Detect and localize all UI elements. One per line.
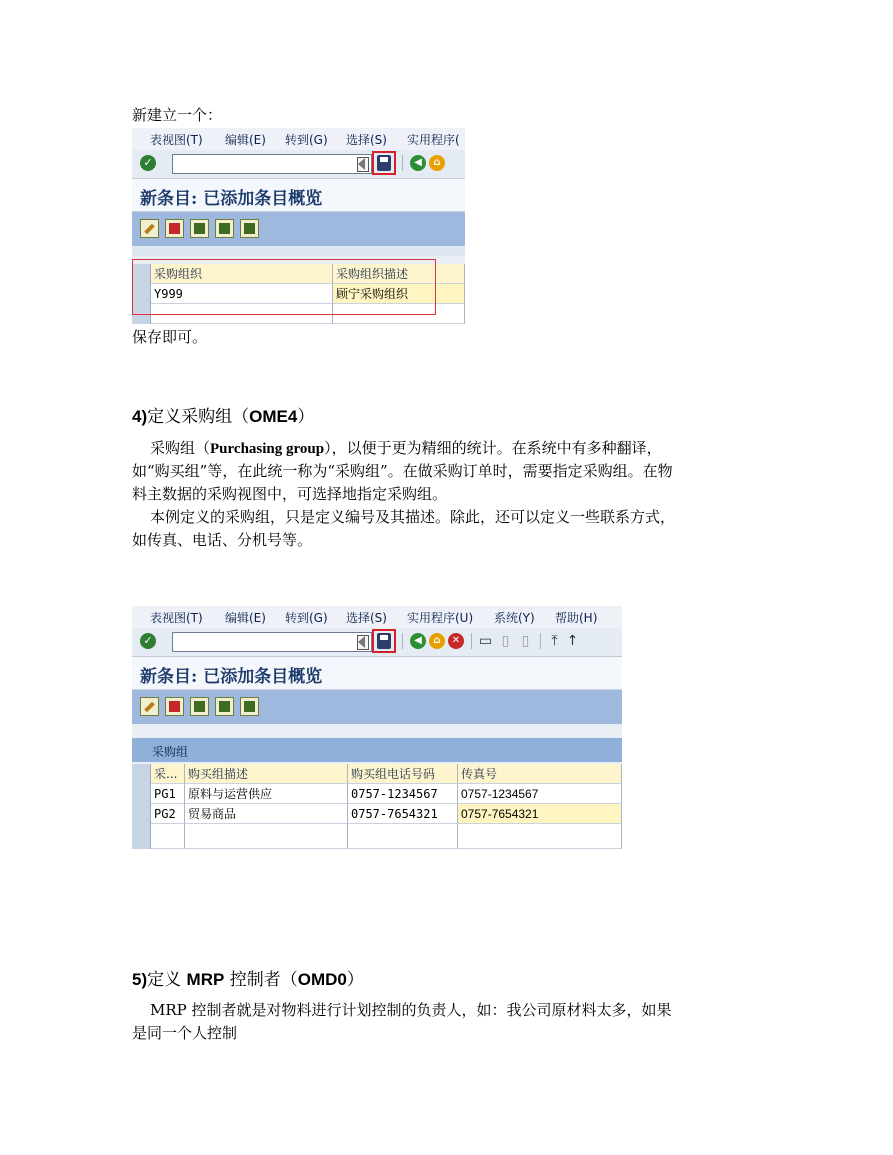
sec4-para1-line3: 料主数据的采购视图中，可选择地指定采购组。 bbox=[132, 485, 448, 503]
purch-group-code-cell[interactable]: PG2 bbox=[151, 804, 185, 824]
print-icon[interactable]: ▭ bbox=[478, 633, 493, 649]
sec5-para1-line1: MRP 控制者就是对物料进行计划控制的负责人，如：我公司原材料太多，如果 bbox=[150, 1001, 672, 1019]
section-5-mrp: MRP bbox=[186, 970, 225, 989]
section-4-code: OME4 bbox=[249, 407, 298, 426]
section-5-title: 定义 bbox=[147, 970, 187, 990]
toolbar-separator bbox=[402, 155, 403, 171]
enter-check-icon[interactable]: ✓ bbox=[140, 155, 156, 171]
menu-selection[interactable]: 选择(S) bbox=[346, 611, 387, 625]
column-header-fax[interactable]: 传真号 bbox=[458, 764, 622, 784]
purch-org-code-cell[interactable]: Y999 bbox=[151, 284, 333, 304]
purch-group-desc-cell[interactable]: 原料与运营供应 bbox=[185, 784, 348, 804]
column-header-phone[interactable]: 购买组电话号码 bbox=[348, 764, 458, 784]
first-page-icon[interactable]: ⤒ bbox=[551, 633, 558, 649]
menu-utilities[interactable]: 实用程序( bbox=[407, 133, 460, 147]
find-next-icon[interactable]: ▯ bbox=[521, 633, 530, 649]
text-span: ），以便于更为精细的统计。在系统中有多种翻译， bbox=[324, 439, 662, 457]
table-group-bar bbox=[132, 738, 622, 762]
scroll-left-icon[interactable] bbox=[358, 158, 365, 170]
command-field[interactable] bbox=[172, 632, 372, 652]
menu-table-view[interactable]: 表视图(T) bbox=[150, 611, 203, 625]
sec4-para2-line1: 本例定义的采购组，只是定义编号及其描述。除此，还可以定义一些联系方式， bbox=[150, 508, 676, 526]
save-note-text: 保存即可。 bbox=[132, 328, 208, 346]
save-highlight-frame bbox=[372, 629, 396, 653]
deselect-all-icon[interactable] bbox=[240, 697, 259, 716]
edit-pen-icon[interactable] bbox=[140, 219, 159, 238]
purchasing-group-term: Purchasing group bbox=[210, 441, 325, 457]
table-group-label: 采购组 bbox=[152, 745, 189, 759]
section-4-close: ） bbox=[297, 407, 315, 427]
command-field[interactable] bbox=[172, 154, 372, 174]
purch-group-phone-cell[interactable]: 0757-1234567 bbox=[348, 784, 458, 804]
purch-group-phone-cell[interactable]: 0757-7654321 bbox=[348, 804, 458, 824]
exit-icon[interactable]: ⌂ bbox=[429, 155, 445, 171]
toolbar-separator bbox=[540, 633, 541, 649]
select-all-icon[interactable] bbox=[190, 219, 209, 238]
purch-group-desc-cell[interactable]: 贸易商品 bbox=[185, 804, 348, 824]
section-5-heading bbox=[132, 968, 364, 992]
empty-cell[interactable] bbox=[151, 824, 185, 849]
save-icon[interactable] bbox=[377, 633, 391, 649]
column-header-purch-org[interactable]: 采购组织 bbox=[151, 264, 333, 284]
section-5-number: 5) bbox=[132, 970, 148, 989]
purch-group-fax-cell[interactable]: 0757-7654321 bbox=[458, 804, 622, 824]
section-5-code: OMD0 bbox=[297, 970, 347, 989]
back-icon[interactable]: ◀ bbox=[410, 633, 426, 649]
row-selector-column[interactable] bbox=[132, 764, 151, 849]
exit-icon[interactable]: ⌂ bbox=[429, 633, 445, 649]
screen-title: 新条目: 已添加条目概览 bbox=[140, 667, 323, 687]
delete-entry-icon[interactable] bbox=[165, 697, 184, 716]
menu-goto[interactable]: 转到(G) bbox=[285, 133, 328, 147]
save-highlight-frame bbox=[372, 151, 396, 175]
table-area bbox=[132, 724, 622, 849]
scroll-left-icon[interactable] bbox=[358, 636, 365, 648]
empty-cell[interactable] bbox=[458, 824, 622, 849]
purch-group-fax-cell[interactable]: 0757-1234567 bbox=[458, 784, 622, 804]
menu-edit[interactable]: 编辑(E) bbox=[225, 611, 266, 625]
screen-title: 新条目: 已添加条目概览 bbox=[140, 189, 323, 209]
application-toolbar bbox=[132, 690, 622, 724]
purch-group-code-cell[interactable]: PG1 bbox=[151, 784, 185, 804]
delete-entry-icon[interactable] bbox=[165, 219, 184, 238]
screen-title-bar bbox=[132, 179, 465, 212]
column-header-purch-group[interactable]: 采... bbox=[151, 764, 185, 784]
section-4-number: 4) bbox=[132, 407, 148, 426]
back-icon[interactable]: ◀ bbox=[410, 155, 426, 171]
screen-title-bar bbox=[132, 657, 622, 690]
toolbar-separator bbox=[471, 633, 472, 649]
menu-edit[interactable]: 编辑(E) bbox=[225, 133, 266, 147]
select-all-icon[interactable] bbox=[190, 697, 209, 716]
edit-pen-icon[interactable] bbox=[140, 697, 159, 716]
purch-org-desc-cell[interactable]: 顾宁采购组织 bbox=[333, 284, 465, 304]
save-icon[interactable] bbox=[377, 155, 391, 171]
menu-bar bbox=[132, 606, 622, 629]
previous-page-icon[interactable]: ↑ bbox=[566, 633, 579, 649]
deselect-all-icon[interactable] bbox=[240, 219, 259, 238]
menu-bar bbox=[132, 128, 465, 151]
table-highlight-frame bbox=[132, 259, 436, 315]
menu-help[interactable]: 帮助(H) bbox=[555, 611, 598, 625]
select-block-icon[interactable] bbox=[215, 219, 234, 238]
section-4-heading bbox=[132, 405, 314, 429]
command-dropdown-icon[interactable]: ▾ bbox=[357, 157, 369, 172]
section-5-close: ） bbox=[346, 970, 364, 990]
standard-toolbar bbox=[132, 628, 622, 657]
column-header-description[interactable]: 购买组描述 bbox=[185, 764, 348, 784]
application-toolbar bbox=[132, 212, 465, 246]
menu-table-view[interactable]: 表视图(T) bbox=[150, 133, 203, 147]
intro-text: 新建立一个： bbox=[132, 106, 223, 124]
standard-toolbar bbox=[132, 150, 465, 179]
sec4-para1-line2: 如“购买组”等，在此统一称为“采购组”。在做采购订单时，需要指定采购组。在物 bbox=[132, 462, 673, 480]
menu-selection[interactable]: 选择(S) bbox=[346, 133, 387, 147]
menu-goto[interactable]: 转到(G) bbox=[285, 611, 328, 625]
enter-check-icon[interactable]: ✓ bbox=[140, 633, 156, 649]
text-span: 采购组（ bbox=[150, 439, 211, 457]
section-4-title: 定义采购组（ bbox=[147, 407, 250, 427]
empty-cell[interactable] bbox=[348, 824, 458, 849]
toolbar-separator bbox=[402, 633, 403, 649]
sec4-para2-line2: 如传真、电话、分机号等。 bbox=[132, 531, 313, 549]
find-icon[interactable]: ▯ bbox=[501, 633, 510, 649]
sap-screenshot-purchasing-groups bbox=[132, 606, 622, 849]
select-block-icon[interactable] bbox=[215, 697, 234, 716]
cancel-icon[interactable]: ✕ bbox=[448, 633, 464, 649]
menu-system[interactable]: 系统(Y) bbox=[494, 611, 535, 625]
section-5-title-b: 控制者（ bbox=[224, 970, 298, 990]
sec4-para1-line1 bbox=[150, 437, 662, 460]
menu-utilities[interactable]: 实用程序(U) bbox=[407, 611, 474, 625]
command-dropdown-icon[interactable]: ▾ bbox=[357, 635, 369, 650]
sec5-para1-line2: 是同一个人控制 bbox=[132, 1024, 238, 1042]
empty-cell[interactable] bbox=[185, 824, 348, 849]
column-header-purch-org-desc[interactable]: 采购组织描述 bbox=[333, 264, 465, 284]
